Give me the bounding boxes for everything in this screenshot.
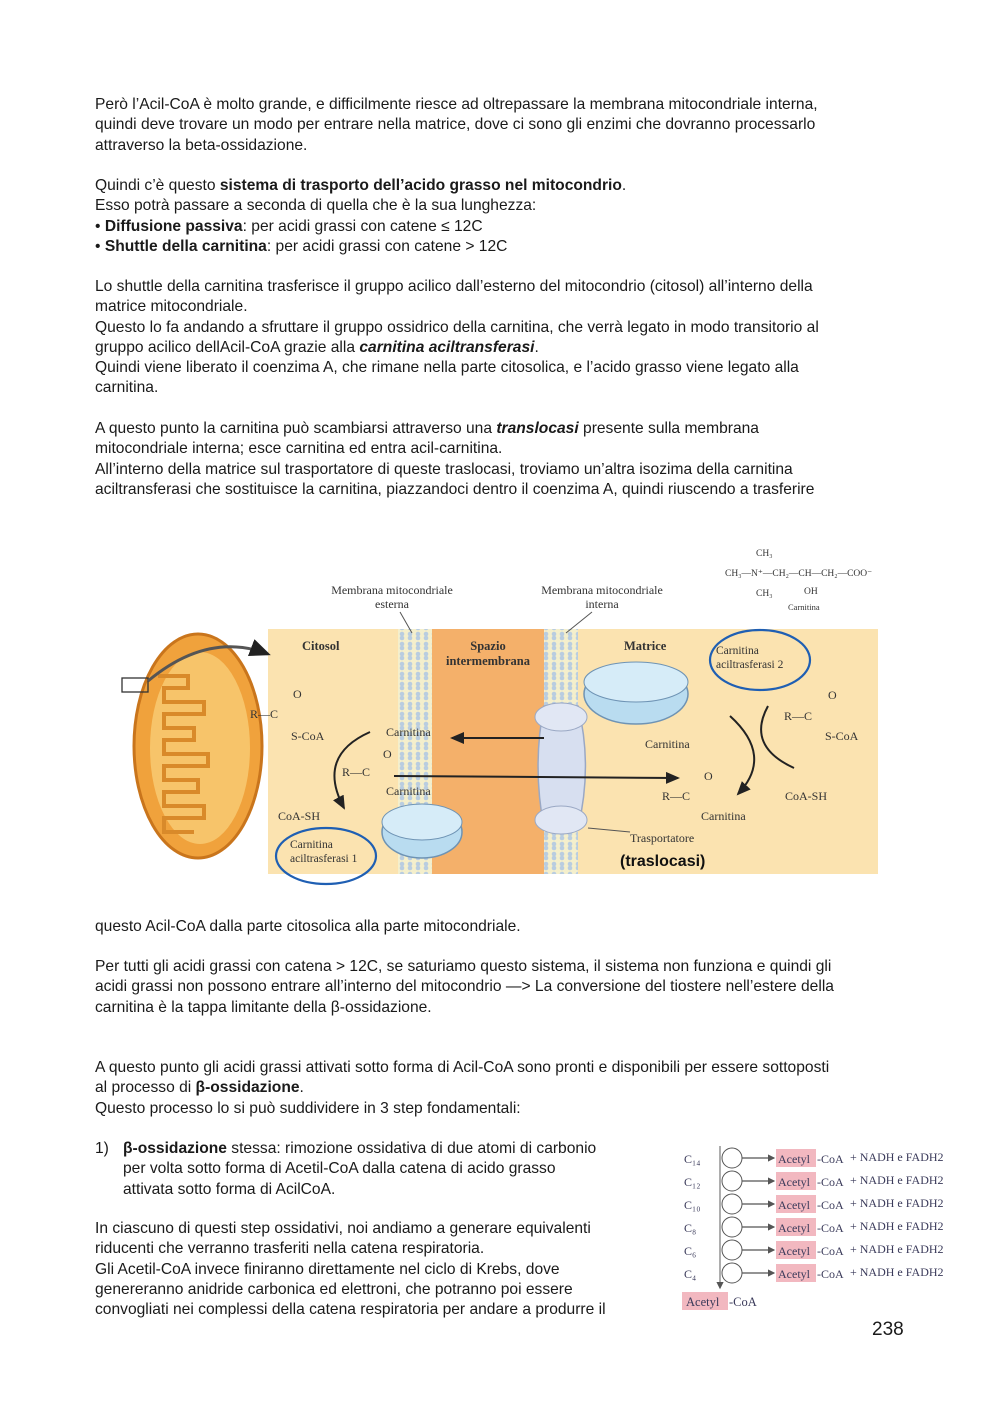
carnitina-right-label: Carnitina bbox=[645, 737, 690, 751]
text-line: mitocondriale interna; esce carnitina ed entra acil-carnitina. bbox=[95, 440, 503, 458]
text-line: carnitina. bbox=[95, 379, 159, 397]
products-label: + NADH e FADH2 bbox=[850, 1150, 944, 1164]
coa-label: -CoA bbox=[817, 1221, 844, 1235]
acetyl-label: Acetyl bbox=[778, 1198, 810, 1212]
acetyl-label: Acetyl bbox=[778, 1221, 810, 1235]
oxygen-label: O bbox=[828, 688, 837, 702]
final-coa-label: -CoA bbox=[729, 1295, 757, 1309]
carnitine-shuttle-diagram bbox=[118, 536, 888, 888]
acyl-group-label: R—C bbox=[342, 765, 371, 779]
paragraph-translocase bbox=[95, 419, 910, 500]
text-line: acidi grassi non possono entrare all’interno del mitocondrio —> La conversione del tiostere nell’estere della bbox=[95, 978, 834, 996]
coa-label: -CoA bbox=[817, 1267, 844, 1281]
text-line: A questo punto gli acidi grassi attivati sotto forma di Acil-CoA sono pronti e disponibili per essere sottoposti bbox=[95, 1059, 830, 1076]
text-line: aciltransferasi che sostituisce la carnitina, piazzandoci dentro il coenzima A, quindi riuscendo a trasferire bbox=[95, 480, 815, 498]
text-span: : per acidi grassi con catene > 12C bbox=[266, 237, 508, 255]
text-line bbox=[95, 338, 910, 358]
chain-length-label: C₁₂ bbox=[684, 1175, 701, 1189]
coa-label: -CoA bbox=[817, 1244, 844, 1258]
products-label: + NADH e FADH2 bbox=[850, 1219, 944, 1233]
coa-label: -CoA bbox=[817, 1198, 844, 1212]
cycle-circle-icon bbox=[722, 1148, 742, 1168]
paragraph-limiting-step bbox=[95, 957, 910, 1018]
bullet-icon: • bbox=[95, 237, 101, 255]
paragraph-continuation bbox=[95, 917, 910, 937]
bold-term: Diffusione passiva bbox=[104, 217, 243, 235]
coa-label: -CoA bbox=[817, 1175, 844, 1189]
oxygen-label: O bbox=[293, 687, 302, 701]
bullet-item-shuttle bbox=[95, 237, 910, 257]
coash-left-label: CoA-SH bbox=[278, 809, 321, 823]
enzyme-2-label: aciltrasferasi 2 bbox=[716, 659, 784, 671]
chain-length-label: C₈ bbox=[684, 1221, 697, 1235]
text-line: Questo processo lo si può suddividere in 3 step fondamentali: bbox=[95, 1099, 521, 1117]
text-line: quindi deve trovare un modo per entrare nella matrice, dove ci sono gli enzimi che dovranno processarlo bbox=[95, 116, 816, 134]
text-span: presente sulla membrana bbox=[578, 420, 759, 437]
carnitina-label: Carnitina bbox=[386, 784, 431, 798]
formula-ch3: CH₃ bbox=[756, 589, 773, 599]
text-line: questo Acil-CoA dalla parte citosolica alla parte mitocondriale. bbox=[95, 918, 521, 935]
chain-length-label: C₁₄ bbox=[684, 1152, 701, 1166]
translocase-label: (traslocasi) bbox=[620, 853, 706, 870]
cycle-circle-icon bbox=[722, 1263, 742, 1283]
bold-term: β-ossidazione bbox=[123, 1140, 227, 1157]
final-acetyl-label: Acetyl bbox=[686, 1295, 720, 1309]
step-number: 1) bbox=[95, 1140, 109, 1157]
paragraph-intro bbox=[95, 95, 910, 156]
bold-term: sistema di trasporto dell’acido grasso nel mitocondrio bbox=[219, 177, 622, 194]
text-line: All’interno della matrice sul trasportatore di queste traslocasi, troviamo un’altra isozima della carnitina bbox=[95, 460, 793, 478]
carnitine-formula bbox=[725, 549, 872, 612]
beta-oxidation-diagram bbox=[676, 1140, 966, 1320]
intermembrane-label: intermembrana bbox=[445, 654, 531, 668]
enzyme-2-icon bbox=[584, 662, 688, 724]
formula-ch3: CH₃ bbox=[756, 549, 773, 559]
text-span: al processo di bbox=[95, 1079, 196, 1097]
chain-length-label: C₁₀ bbox=[684, 1198, 701, 1212]
enzyme-1-icon bbox=[382, 804, 462, 858]
bullet-icon: • bbox=[95, 217, 101, 235]
text-line bbox=[123, 1139, 655, 1159]
matrice-label: Matrice bbox=[624, 639, 667, 653]
inner-membrane-label: interna bbox=[585, 597, 619, 611]
formula-main: CH₃—N⁺—CH₂—CH—CH₂—COO⁻ bbox=[725, 569, 873, 579]
text-line: attivata sotto forma di AcilCoA. bbox=[123, 1180, 336, 1198]
intermembrane-label: Spazio bbox=[470, 639, 506, 653]
cycle-circle-icon bbox=[722, 1194, 742, 1214]
text-span: gruppo acilico dellAcil-CoA grazie alla bbox=[95, 338, 360, 356]
chain-length-label: C₄ bbox=[684, 1267, 697, 1281]
text-line: In ciascuno di questi step ossidativi, noi andiamo a generare equivalenti bbox=[95, 1220, 591, 1237]
text-line: Gli Acetil-CoA invece finiranno direttamente nel ciclo di Krebs, dove bbox=[95, 1260, 560, 1278]
text-line: Lo shuttle della carnitina trasferisce il gruppo acilico dall’esterno del mitocondrio (citosol) all’interno della bbox=[95, 278, 813, 295]
formula-oh: OH bbox=[804, 587, 818, 597]
text-line: Però l’Acil-CoA è molto grande, e difficilmente riesce ad oltrepassare la membrana mitocondriale interna, bbox=[95, 96, 818, 113]
outer-membrane-label: Membrana mitocondriale bbox=[331, 583, 453, 597]
outer-membrane-label: esterna bbox=[375, 597, 409, 611]
cycle-circle-icon bbox=[722, 1217, 742, 1237]
scoa-label: S-CoA bbox=[291, 729, 325, 743]
text-line: Quindi viene liberato il coenzima A, che rimane nella parte citosolica, e l’acido grasso viene legato alla bbox=[95, 359, 799, 377]
bullet-item-passive bbox=[95, 217, 910, 237]
text-line: convogliati nei complessi della catena respiratoria per andare a produrre il bbox=[95, 1301, 606, 1319]
carnitina-label: Carnitina bbox=[386, 725, 431, 739]
paragraph-transport-system bbox=[95, 176, 910, 257]
products-label: + NADH e FADH2 bbox=[850, 1173, 944, 1187]
chain-length-label: C₆ bbox=[684, 1244, 697, 1258]
enzyme-1-label: aciltrasferasi 1 bbox=[290, 853, 358, 865]
formula-name: Carnitina bbox=[788, 602, 820, 612]
text-span: . bbox=[621, 177, 627, 194]
text-line: Questo lo fa andando a sfruttare il gruppo ossidrico della carnitina, che verrà legato in modo transitorio al bbox=[95, 318, 819, 336]
text-line: per volta sotto forma di Acetil-CoA dalla catena di acido grasso bbox=[123, 1160, 556, 1178]
transporter-label: Trasportatore bbox=[630, 831, 695, 845]
carnitina-right-label: Carnitina bbox=[701, 809, 746, 823]
text-span: . bbox=[299, 1079, 304, 1097]
inner-membrane-label: Membrana mitocondriale bbox=[541, 583, 663, 597]
text-line: riducenti che verranno trasferiti nella catena respiratoria. bbox=[95, 1240, 485, 1258]
cycle-circle-icon bbox=[722, 1240, 742, 1260]
oxygen-label: O bbox=[383, 747, 392, 761]
text-span: Quindi c’è questo bbox=[95, 177, 220, 194]
enzyme-2-label: Carnitina bbox=[716, 645, 759, 657]
acyl-group-label: R—C bbox=[250, 707, 279, 721]
text-line: matrice mitocondriale. bbox=[95, 298, 248, 316]
page-number: 238 bbox=[872, 1319, 904, 1340]
acetyl-label: Acetyl bbox=[778, 1175, 810, 1189]
paragraph-reducing-equivalents bbox=[95, 1219, 655, 1320]
scoa-right-label: S-CoA bbox=[825, 729, 859, 743]
text-span: stessa: rimozione ossidativa di due atomi di carbonio bbox=[226, 1140, 597, 1157]
text-span: A questo punto la carnitina può scambiarsi attraverso una bbox=[95, 420, 497, 437]
oxygen-label: O bbox=[704, 769, 713, 783]
acyl-group-label: R—C bbox=[662, 789, 691, 803]
paragraph-shuttle bbox=[95, 277, 910, 399]
cycle-circle-icon bbox=[722, 1171, 742, 1191]
text-line bbox=[95, 419, 910, 439]
acyl-group-label: R—C bbox=[784, 709, 813, 723]
paragraph-beta-oxidation bbox=[95, 1058, 910, 1119]
citosol-label: Citosol bbox=[302, 639, 340, 653]
bold-italic-term: carnitina aciltransferasi bbox=[359, 338, 535, 356]
step-1 bbox=[95, 1139, 655, 1200]
enzyme-1-label: Carnitina bbox=[290, 839, 333, 851]
text-line: carnitina è la tappa limitante della β-ossidazione. bbox=[95, 998, 432, 1016]
bold-term: Shuttle della carnitina bbox=[104, 237, 267, 255]
coash-right-label: CoA-SH bbox=[785, 789, 828, 803]
text-line: Per tutti gli acidi grassi con catena > 12C, se saturiamo questo sistema, il sistema non funziona e quindi gli bbox=[95, 958, 832, 975]
text-span: . bbox=[534, 338, 539, 356]
text-line: attraverso la beta-ossidazione. bbox=[95, 136, 308, 154]
acetyl-label: Acetyl bbox=[778, 1267, 810, 1281]
acetyl-label: Acetyl bbox=[778, 1244, 810, 1258]
acetyl-label: Acetyl bbox=[778, 1152, 810, 1166]
bold-italic-term: translocasi bbox=[496, 420, 579, 437]
coa-label: -CoA bbox=[817, 1152, 844, 1166]
bold-term: β-ossidazione bbox=[195, 1079, 300, 1097]
text-line bbox=[95, 1078, 910, 1098]
text-span: : per acidi grassi con catene ≤ 12C bbox=[242, 217, 483, 235]
text-line: Esso potrà passare a seconda di quella che è la sua lunghezza: bbox=[95, 197, 537, 215]
products-label: + NADH e FADH2 bbox=[850, 1196, 944, 1210]
products-label: + NADH e FADH2 bbox=[850, 1242, 944, 1256]
mitochondrion-icon bbox=[122, 634, 268, 858]
text-line bbox=[95, 176, 910, 196]
text-line: genereranno anidride carbonica ed elettroni, che potranno poi essere bbox=[95, 1280, 573, 1298]
products-label: + NADH e FADH2 bbox=[850, 1265, 944, 1279]
